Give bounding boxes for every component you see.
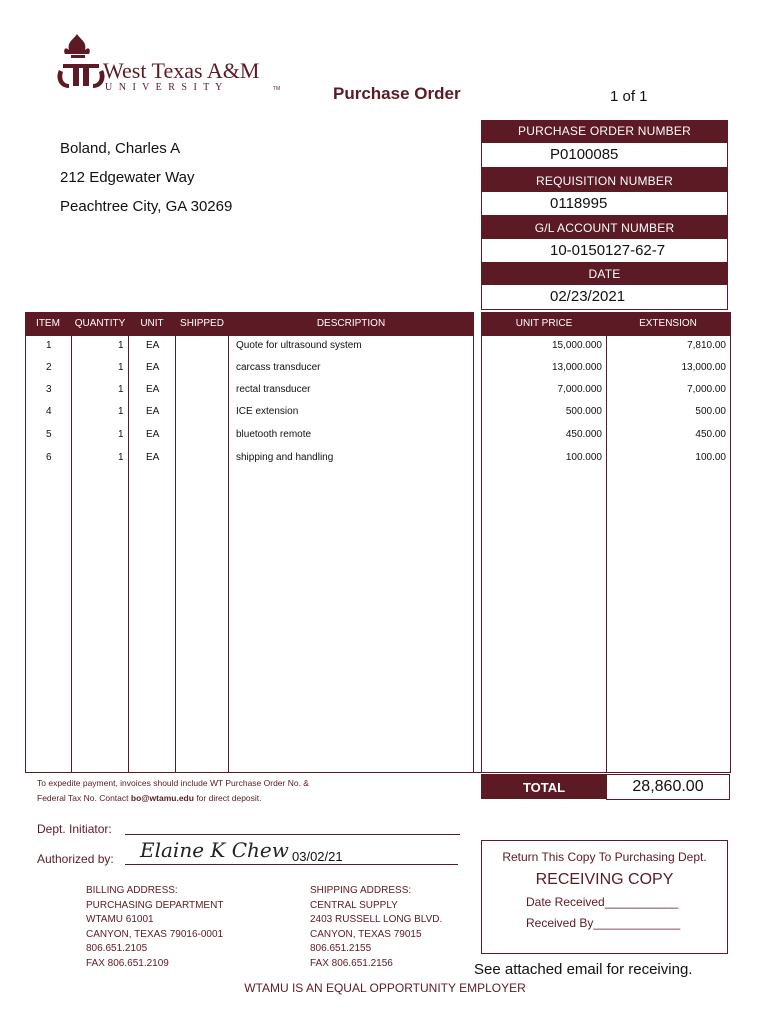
receiving-copy-box bbox=[481, 840, 728, 954]
req-number: 0118995 bbox=[481, 191, 728, 217]
table-row: 5 1 EA bluetooth remote 450.000 450.00 bbox=[46, 429, 726, 440]
col-description: DESCRIPTION bbox=[316, 318, 386, 329]
po-number-label: PURCHASE ORDER NUMBER bbox=[481, 120, 728, 142]
authorized-date: 03/02/21 bbox=[292, 849, 343, 864]
trademark: TM bbox=[273, 86, 281, 92]
page-title: Purchase Order bbox=[333, 84, 461, 103]
shipping-address: SHIPPING ADDRESS: CENTRAL SUPPLY 2403 RUSSELL LONG BLVD. CANYON, TEXAS 79015 806.651.2155 FAX 806.651.2156 bbox=[310, 885, 443, 969]
return-instruction: Return This Copy To Purchasing Dept. bbox=[502, 850, 707, 864]
col-item: ITEM bbox=[36, 318, 60, 329]
table-row: 6 1 EA shipping and handling 100.000 100.00 bbox=[46, 452, 726, 463]
vendor-city: Peachtree City, GA 30269 bbox=[60, 198, 233, 215]
vendor-name: Boland, Charles A bbox=[60, 140, 181, 157]
authorized-line bbox=[125, 864, 458, 865]
equal-opportunity-statement: WTAMU IS AN EQUAL OPPORTUNITY EMPLOYER bbox=[244, 981, 526, 995]
authorized-signature: Elaine K Chew bbox=[140, 838, 289, 862]
table-row: 4 1 EA ICE extension 500.000 500.00 bbox=[46, 406, 726, 417]
page-count: 1 of 1 bbox=[610, 88, 648, 105]
billing-address: BILLING ADDRESS: PURCHASING DEPARTMENT WTAMU 61001 CANYON, TEXAS 79016-0001 806.651.2105 FAX 806.651.2109 bbox=[86, 885, 224, 969]
line-items-table bbox=[25, 336, 731, 773]
total-value: 28,860.00 bbox=[606, 774, 730, 800]
table-row: 2 1 EA carcass transducer 13,000.000 13,000.00 bbox=[46, 362, 726, 373]
dept-initiator-line bbox=[125, 834, 460, 835]
date-received-field[interactable]: Date Received___________ bbox=[526, 895, 679, 909]
date-label: DATE bbox=[481, 263, 728, 285]
col-unit: UNIT bbox=[140, 318, 164, 329]
table-row: 3 1 EA rectal transducer 7,000.000 7,000.00 bbox=[46, 384, 726, 395]
table-row: 1 1 EA Quote for ultrasound system 15,000.000 7,810.00 bbox=[46, 340, 726, 351]
contact-email[interactable]: bo@wtamu.edu bbox=[130, 793, 194, 803]
university-logo bbox=[55, 30, 295, 100]
col-shipped: SHIPPED bbox=[180, 318, 224, 329]
table-header bbox=[25, 312, 731, 336]
receiving-copy-title: RECEIVING COPY bbox=[535, 871, 674, 888]
gl-account-number: 10-0150127-62-7 bbox=[481, 238, 728, 264]
col-unit-price: UNIT PRICE bbox=[515, 318, 573, 329]
attached-email-note: See attached email for receiving. bbox=[474, 961, 693, 978]
authorized-label: Authorized by: bbox=[37, 852, 114, 866]
gl-account-label: G/L ACCOUNT NUMBER bbox=[481, 217, 728, 239]
po-number: P0100085 bbox=[481, 142, 728, 168]
vendor-street: 212 Edgewater Way bbox=[60, 169, 195, 186]
payment-note: To expedite payment, invoices should include WT Purchase Order No. & Federal Tax No. Contact bo@wtamu.edu for direct deposit. bbox=[37, 778, 309, 803]
po-date: 02/23/2021 bbox=[481, 284, 728, 310]
university-subtitle: U N I V E R S I T Y bbox=[105, 82, 225, 93]
req-number-label: REQUISITION NUMBER bbox=[481, 170, 728, 192]
col-quantity: QUANTITY bbox=[74, 318, 126, 329]
received-by-field[interactable]: Received By_____________ bbox=[526, 916, 681, 930]
col-extension: EXTENSION bbox=[639, 318, 697, 329]
dept-initiator-label: Dept. Initiator: bbox=[37, 822, 112, 836]
total-label: TOTAL bbox=[481, 774, 607, 799]
university-name: West Texas A&M bbox=[103, 58, 260, 83]
